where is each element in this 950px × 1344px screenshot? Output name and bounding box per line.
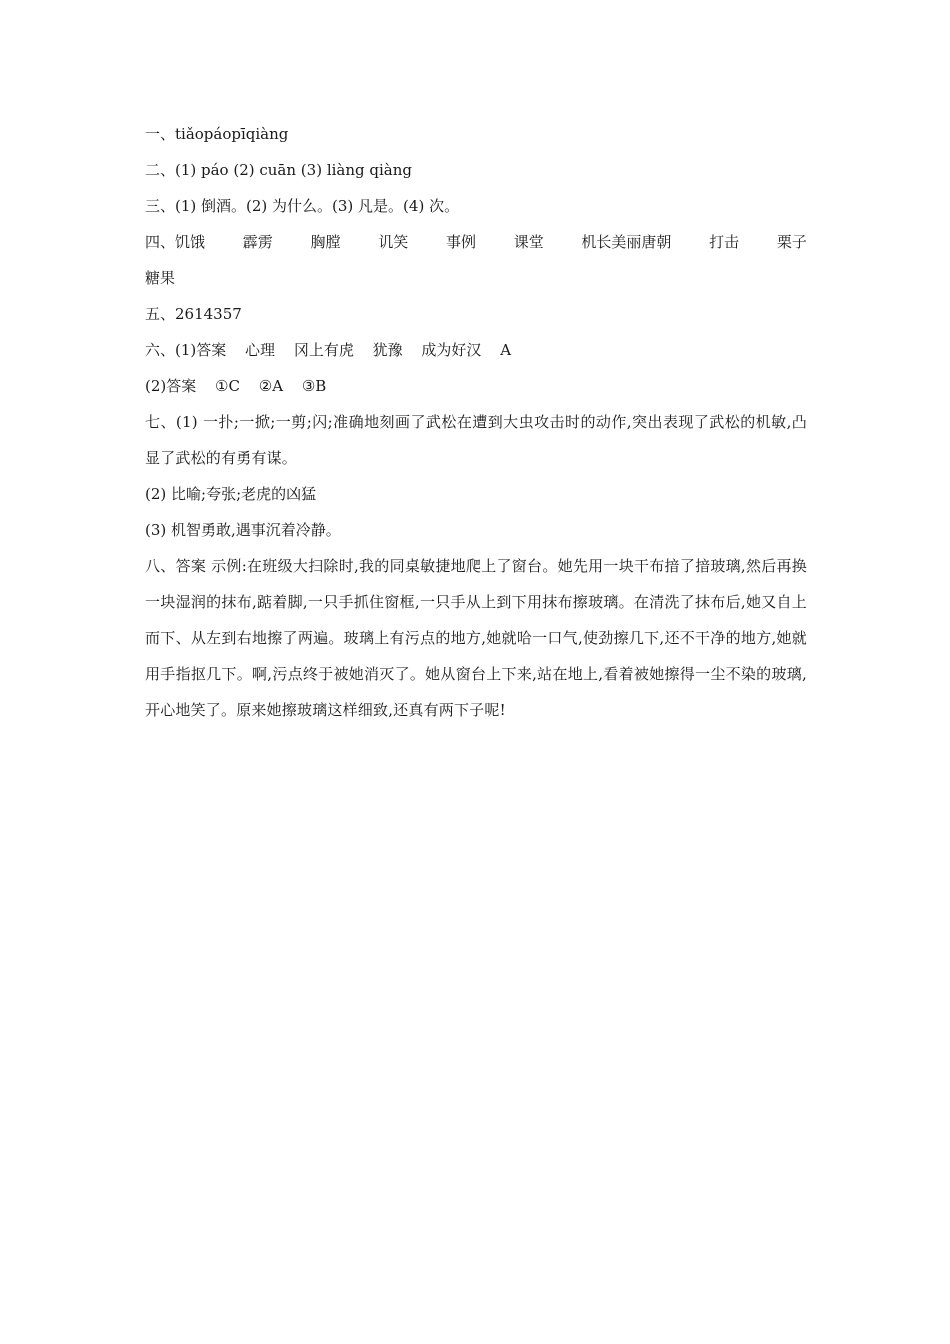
answer-4-prefix: 四、 [145, 233, 176, 251]
answer-key [145, 116, 807, 728]
answer-4-word-9: 栗子 [776, 233, 807, 251]
answer-7-1: 七、(1) 一扑;一掀;一剪;闪;准确地刻画了武松在遭到大虫攻击时的动作,突出表现了武松的机敏,凸显了武松的有勇有谋。 [145, 413, 807, 467]
answer-4-word-7: 机长美丽唐朝 [581, 233, 672, 251]
answer-1: 一、tiǎopáopīqiàng [145, 125, 289, 143]
answer-6-2-item-1: ①C [215, 377, 240, 395]
answer-4-word-8: 打击 [709, 233, 740, 251]
answer-2: 二、(1) páo (2) cuān (3) liàng qiàng [145, 161, 412, 179]
answer-6-1-prefix: 六、(1)答案 [145, 341, 227, 359]
answer-4-word-1: 四、饥饿 [145, 224, 205, 260]
answer-4-word-6: 课堂 [513, 233, 544, 251]
answer-6-2 [145, 368, 807, 404]
answer-6-2-item-2: ②A [258, 377, 284, 395]
answer-6-1-item-4: 成为好汉 [421, 341, 482, 359]
answer-6-2-prefix: (2)答案 [145, 377, 197, 395]
answer-8: 八、答案 示例:在班级大扫除时,我的同桌敏捷地爬上了窗台。她先用一块干布揞了揞玻璃,然后再换一块湿润的抹布,踮着脚,一只手抓住窗框,一只手从上到下用抹布擦玻璃。在清洗了抹布后,她又自上而下、从左到右地擦了两遍。玻璃上有污点的地方,她就哈一口气,使劲擦几下,还不干净的地方,她就用手指抠几下。啊,污点终于被她消灭了。她从窗台上下来,站在地上,看着被她擦得一尘不染的玻璃,开心地笑了。原来她擦玻璃这样细致,还真有两下子呢! [145, 557, 807, 719]
answer-6-2-item-3: ③B [301, 377, 327, 395]
answer-6-1-item-1: 心理 [245, 341, 276, 359]
answer-5: 五、2614357 [145, 305, 242, 323]
answer-6-1 [145, 332, 807, 368]
answer-4-word-2: 霹雳 [242, 233, 273, 251]
answer-3: 三、(1) 倒酒。(2) 为什么。(3) 凡是。(4) 次。 [145, 197, 460, 215]
answer-7-3: (3) 机智勇敢,遇事沉着冷静。 [145, 521, 341, 539]
answer-4-word-5: 事例 [445, 233, 476, 251]
answer-4 [145, 224, 807, 260]
answer-4-overflow: 糖果 [145, 269, 176, 287]
answer-4-word-3: 胸膛 [310, 233, 341, 251]
answer-7-2: (2) 比喻;夸张;老虎的凶猛 [145, 485, 317, 503]
answer-6-1-item-5: A [500, 341, 512, 359]
answer-6-1-item-3: 犹豫 [372, 341, 403, 359]
answer-6-1-item-2: 冈上有虎 [293, 341, 354, 359]
answer-4-word-4: 讥笑 [378, 233, 409, 251]
